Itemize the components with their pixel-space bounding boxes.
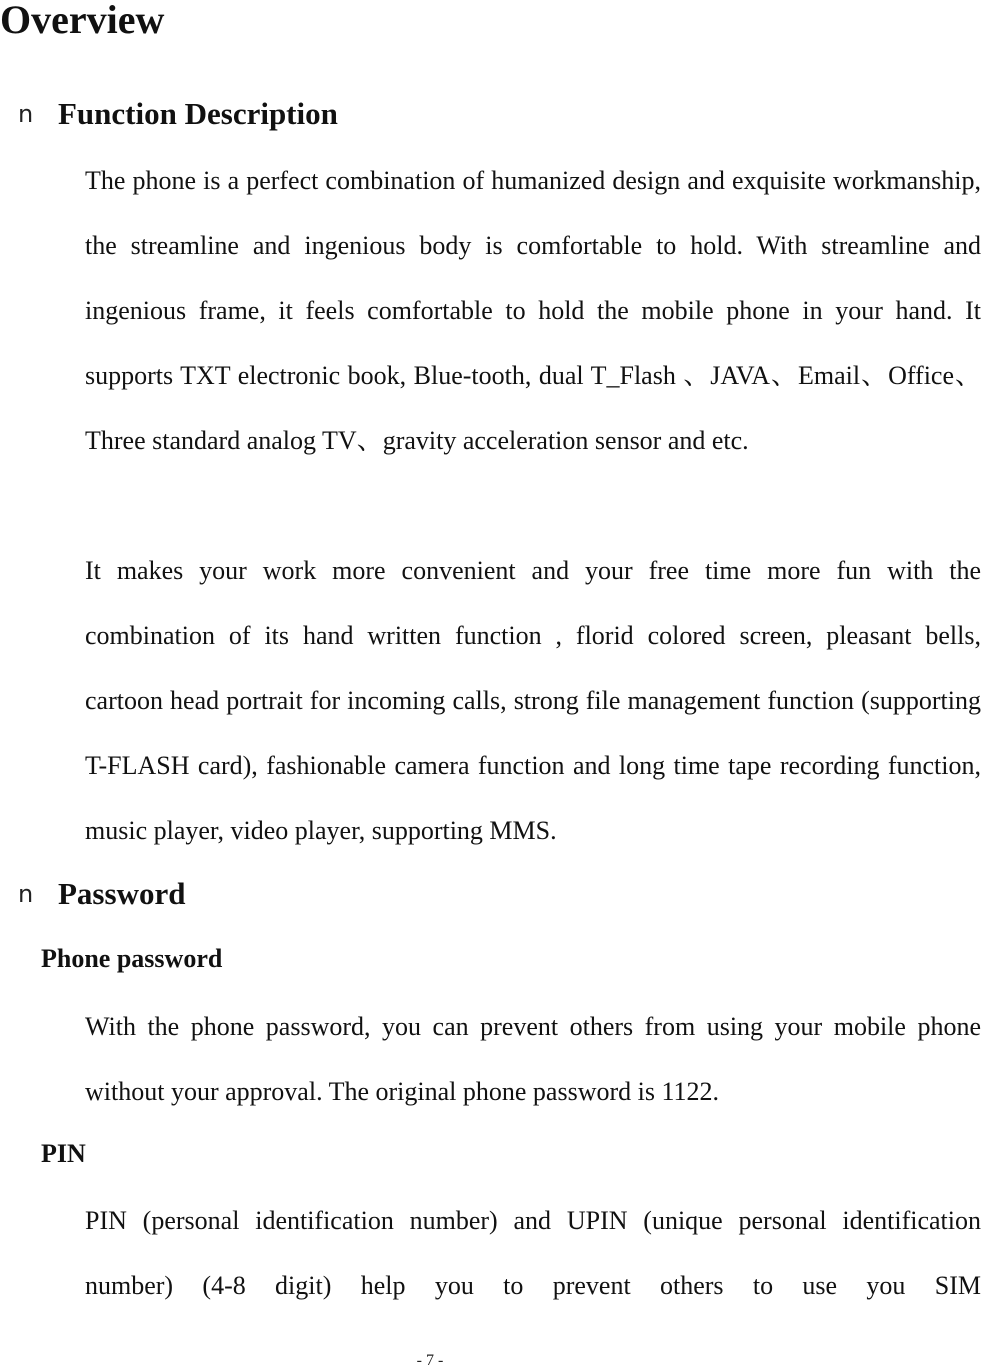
phone-password-paragraph: With the phone password, you can prevent others from using your mobile phone without your approval. The original phone password is 1122.	[85, 1012, 981, 1106]
pin-paragraph: PIN (personal identification number) and UPIN (unique personal identification number) (4-8 digit) help you to prevent others to use you SIM	[85, 1206, 981, 1300]
bullet-icon: n	[18, 880, 34, 908]
subheading-pin: PIN	[41, 1139, 86, 1168]
bullet-icon: n	[18, 100, 34, 128]
page-number: - 7 -	[416, 1352, 444, 1369]
function-description-paragraph-1: The phone is a perfect combination of humanized design and exquisite workmanship, the streamline and ingenious body is comfortable to hold. With streamline and ingenious frame, it feels comfortable to hold the mobile phone in your hand. It supports TXT electronic book, Blue-tooth, dual T_Flash 、JAVA、Email、Office、Three standard analog TV、gravity acceleration sensor and etc.	[85, 166, 981, 455]
section-label: Password	[58, 876, 186, 911]
function-description-paragraph-2: It makes your work more convenient and your free time more fun with the combination of its hand written function , florid colored screen, pleasant bells, cartoon head portrait for incoming calls, strong file management function (supporting T-FLASH card), fashionable camera function and long time tape recording function, music player, video player, supporting MMS.	[85, 556, 981, 845]
section-heading-function-description	[18, 96, 338, 132]
subheading-phone-password: Phone password	[41, 944, 223, 973]
page-title: Overview	[0, 0, 165, 42]
section-label: Function Description	[58, 96, 338, 131]
section-heading-password	[18, 876, 185, 912]
